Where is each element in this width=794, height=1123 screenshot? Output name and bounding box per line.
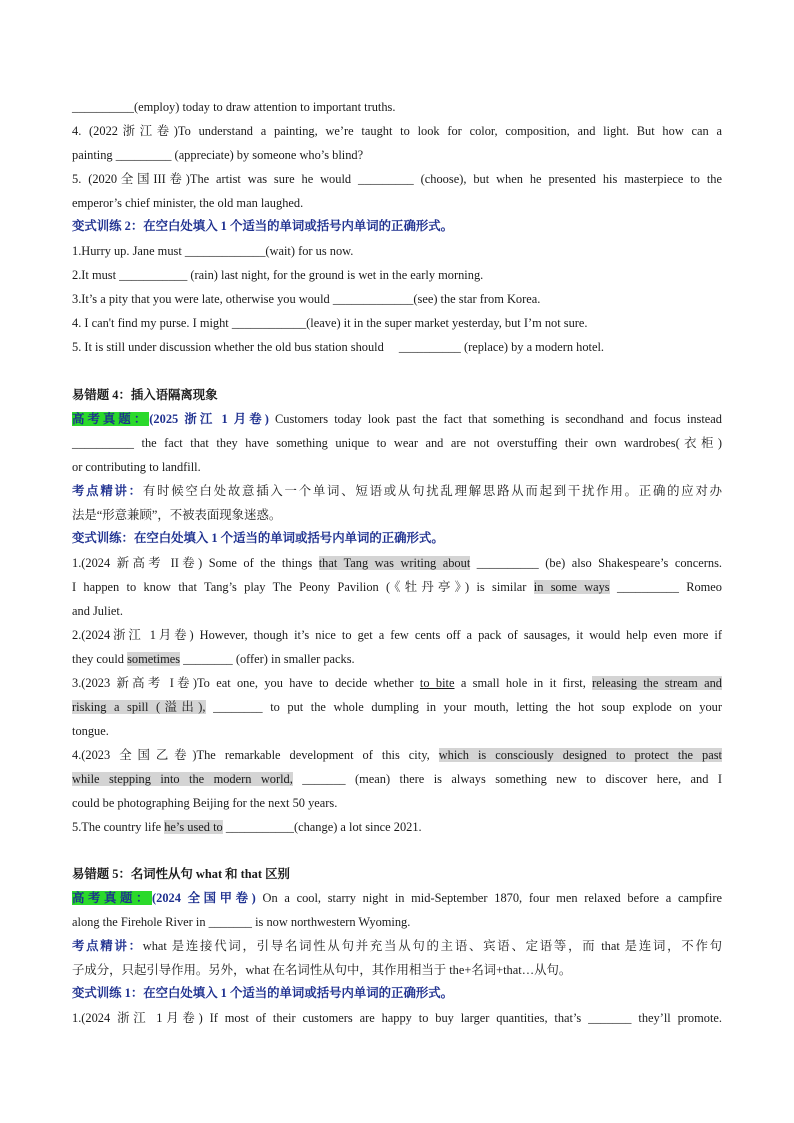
text-line: or contributing to landfill. bbox=[72, 460, 201, 474]
text-line: painting _________ (appreciate) by someone who’s blind? bbox=[72, 148, 364, 162]
text-line: 2.It must ___________ (rain) last night, for the ground is wet in the early morning. bbox=[72, 268, 484, 282]
source-tag: (2025 浙江 1 月卷) bbox=[149, 412, 269, 426]
section-heading: 变式训练 2：在空白处填入 1 个适当的单词或括号内单词的正确形式。 bbox=[72, 219, 454, 233]
line-part: what 是连接代词，引导名词性从句并充当从句的主语、宾语、定语等，而 that 是连词，不作句 bbox=[142, 939, 722, 953]
line-part: 3.(2023 新高考 I卷)To eat one, you have to decide whether bbox=[72, 676, 420, 690]
text-line: 子成分，只起引导作用。另外，what 在名词性从句中，其作用相当于 the+名词+that…从句。 bbox=[72, 963, 572, 977]
line-part: Customers today look past the fact that something is secondhand and focus instead bbox=[268, 412, 723, 426]
line-part: 1.(2024 新高考 II卷) Some of the things bbox=[72, 556, 319, 570]
text-line: 4. (2022浙江卷)To understand a painting, we’re taught to look for color, composition, and light. But how can a bbox=[72, 124, 722, 138]
text-line bbox=[72, 411, 722, 427]
line-part: ________ to put the whole dumpling in your mouth, letting the hot soup explode on your bbox=[205, 700, 722, 714]
highlight: which is consciously designed to protect the past bbox=[438, 748, 722, 762]
line-part: _______ (mean) there is always something new to discover here, and I bbox=[292, 772, 722, 786]
highlight: sometimes bbox=[127, 652, 181, 666]
section-title: 易错题 4：插入语隔离现象 bbox=[72, 388, 218, 402]
line-part: 5.The country life bbox=[72, 820, 165, 834]
highlight: in some ways bbox=[533, 580, 610, 594]
line-part: ___________(change) a lot since 2021. bbox=[222, 820, 422, 834]
text-line bbox=[72, 339, 722, 355]
text-line: emperor’s chief minister, the old man laughed. bbox=[72, 196, 304, 210]
highlight: while stepping into the modern world, bbox=[72, 772, 293, 786]
text-line: along the Firehole River in _______ is now northwestern Wyoming. bbox=[72, 915, 411, 929]
section-title: 易错题 5：名词性从句 what 和 that 区别 bbox=[72, 867, 290, 881]
highlight: risking a spill (溢出), bbox=[72, 700, 206, 714]
text-line bbox=[72, 890, 722, 906]
line-part: 5. It is still under discussion whether the old bus station should bbox=[72, 340, 384, 354]
section-heading: 变式训练 1：在空白处填入 1 个适当的单词或括号内单词的正确形式。 bbox=[72, 986, 454, 1000]
text-line bbox=[72, 555, 722, 571]
highlight: releasing the stream and bbox=[592, 676, 722, 690]
line-part: __________ Romeo bbox=[609, 580, 723, 594]
text-line: 法是“形意兼顾”，不被表面现象迷惑。 bbox=[72, 508, 282, 522]
line-part: they could bbox=[72, 652, 128, 666]
text-line bbox=[72, 747, 722, 763]
text-line bbox=[72, 579, 722, 595]
label-gaokao: 高考真题： bbox=[72, 412, 150, 426]
text-line: 4. I can't find my purse. I might ____________(leave) it in the super market yesterday, but I’m not sure. bbox=[72, 316, 588, 330]
text-line: 1.(2024 浙江 1月卷) If most of their customers are happy to buy larger quantities, that’s _______ they’ll promote. bbox=[72, 1011, 722, 1025]
label-gaokao: 高考真题： bbox=[72, 891, 153, 905]
text-line: and Juliet. bbox=[72, 604, 123, 618]
text-line: __________ the fact that they have something unique to wear and are not overstuffing their own wardrobes(衣柜) bbox=[72, 436, 722, 450]
text-line bbox=[72, 699, 722, 715]
text-line bbox=[72, 771, 722, 787]
text-line bbox=[72, 819, 722, 835]
underlined: to bite bbox=[419, 676, 455, 690]
line-part: 4.(2023 全国乙卷)The remarkable development of this city, bbox=[72, 748, 439, 762]
section-heading: 变式训练：在空白处填入 1 个适当的单词或括号内单词的正确形式。 bbox=[72, 531, 444, 545]
text-line: 2.(2024浙江 1月卷) However, though it’s nice to get a few cents off a pack of sausages, it would help even more if bbox=[72, 628, 722, 642]
line-part: I happen to know that Tang’s play The Peony Pavilion (《牡丹亭》) is similar bbox=[72, 580, 534, 594]
text-line bbox=[72, 938, 722, 954]
text-line bbox=[72, 483, 722, 499]
text-line: tongue. bbox=[72, 724, 109, 738]
label-kaodian: 考点精讲： bbox=[72, 484, 143, 498]
text-line: 1.Hurry up. Jane must _____________(wait) for us now. bbox=[72, 244, 354, 258]
label-kaodian: 考点精讲： bbox=[72, 939, 143, 953]
line-part: __________ (be) also Shakespeare’s concerns. bbox=[470, 556, 722, 570]
text-line bbox=[72, 675, 722, 691]
highlight: that Tang was writing about bbox=[318, 556, 471, 570]
text-line: 5. (2020全国III卷)The artist was sure he would _________ (choose), but when he presented his masterpiece to the bbox=[72, 172, 722, 186]
line-part: 有时候空白处故意插入一个单词、短语或从句扰乱理解思路从而起到干扰作用。正确的应对办 bbox=[142, 484, 723, 498]
text-line: __________(employ) today to draw attention to important truths. bbox=[72, 100, 396, 114]
highlight: he’s used to bbox=[164, 820, 223, 834]
text-line: 3.It’s a pity that you were late, otherwise you would _____________(see) the star from Korea. bbox=[72, 292, 541, 306]
line-part: On a cool, starry night in mid-September 1870, four men relaxed before a campfire bbox=[255, 891, 723, 905]
line-part: ________ (offer) in smaller packs. bbox=[180, 652, 355, 666]
text-line bbox=[72, 651, 722, 667]
text-line: could be photographing Beijing for the next 50 years. bbox=[72, 796, 338, 810]
source-tag: (2024 全国甲卷) bbox=[152, 891, 256, 905]
line-part: __________ (replace) by a modern hotel. bbox=[398, 340, 604, 354]
line-part: a small hole in it first, bbox=[454, 676, 593, 690]
